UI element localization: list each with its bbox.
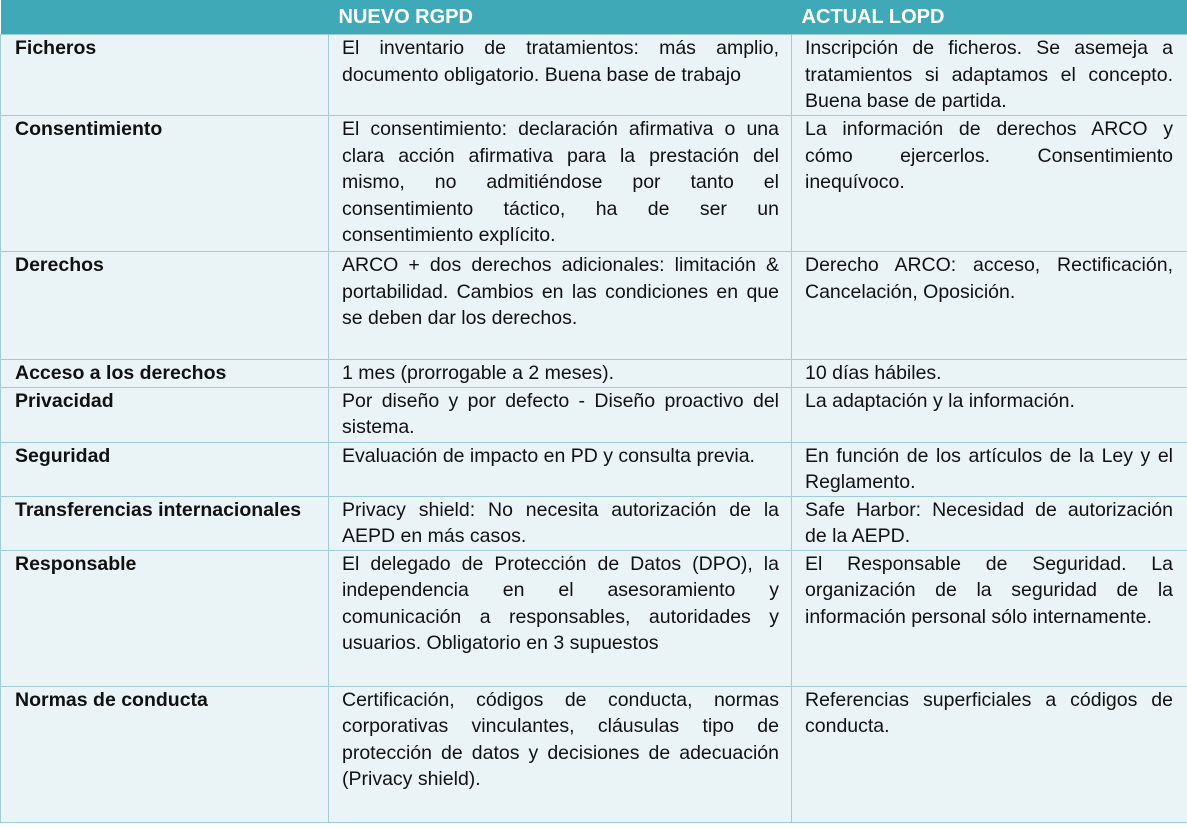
table-row [1,360,1187,388]
rgpd-cell: Por diseño y por defecto - Diseño proactivo del sistema. [329,387,792,442]
rgpd-cell: Evaluación de impacto en PD y consulta previa. [329,442,792,496]
row-label: Responsable [1,550,329,686]
rgpd-cell: ARCO + dos derechos adicionales: limitación & portabilidad. Cambios en las condiciones en que se deben dar los derechos. [329,252,792,360]
table-row [1,686,1187,822]
row-label: Seguridad [1,442,329,496]
lopd-cell: Referencias superficiales a códigos de conducta. [792,686,1187,822]
row-label: Normas de conducta [1,686,329,822]
header-row [1,0,1187,35]
table-row [1,442,1187,496]
lopd-cell: Derecho ARCO: acceso, Rectificación, Cancelación, Oposición. [792,252,1187,360]
header-lopd: ACTUAL LOPD [792,0,1187,35]
rgpd-cell: Certificación, códigos de conducta, normas corporativas vinculantes, cláusulas tipo de protección de datos y decisiones de adecuación (Privacy shield). [329,686,792,822]
lopd-cell: El Responsable de Seguridad. La organización de la seguridad de la información personal sólo internamente. [792,550,1187,686]
row-label: Ficheros [1,35,329,116]
row-label: Derechos [1,252,329,360]
row-label: Acceso a los derechos [1,360,329,388]
table-row [1,35,1187,116]
rgpd-cell: Privacy shield: No necesita autorización de la AEPD en más casos. [329,496,792,550]
row-label: Transferencias internacionales [1,496,329,550]
lopd-cell: 10 días hábiles. [792,360,1187,388]
lopd-cell: Safe Harbor: Necesidad de autorización de la AEPD. [792,496,1187,550]
row-label: Consentimiento [1,116,329,252]
lopd-cell: La información de derechos ARCO y cómo ejercerlos. Consentimiento inequívoco. [792,116,1187,252]
table-row [1,496,1187,550]
row-label: Privacidad [1,387,329,442]
header-empty [1,0,329,35]
lopd-cell: La adaptación y la información. [792,387,1187,442]
table-row [1,252,1187,360]
table-row [1,116,1187,252]
lopd-cell: Inscripción de ficheros. Se asemeja a tratamientos si adaptamos el concepto. Buena base de partida. [792,35,1187,116]
table-row [1,550,1187,686]
header-rgpd: NUEVO RGPD [329,0,792,35]
table-row [1,387,1187,442]
rgpd-cell: 1 mes (prorrogable a 2 meses). [329,360,792,388]
rgpd-cell: El inventario de tratamientos: más amplio, documento obligatorio. Buena base de trabajo [329,35,792,116]
lopd-cell: En función de los artículos de la Ley y el Reglamento. [792,442,1187,496]
rgpd-cell: El delegado de Protección de Datos (DPO), la independencia en el asesoramiento y comunicación a responsables, autoridades y usuarios. Obligatorio en 3 supuestos [329,550,792,686]
rgpd-cell: El consentimiento: declaración afirmativa o una clara acción afirmativa para la prestación del mismo, no admitiéndose por tanto el consentimiento táctico, ha de ser un consentimiento explícito. [329,116,792,252]
